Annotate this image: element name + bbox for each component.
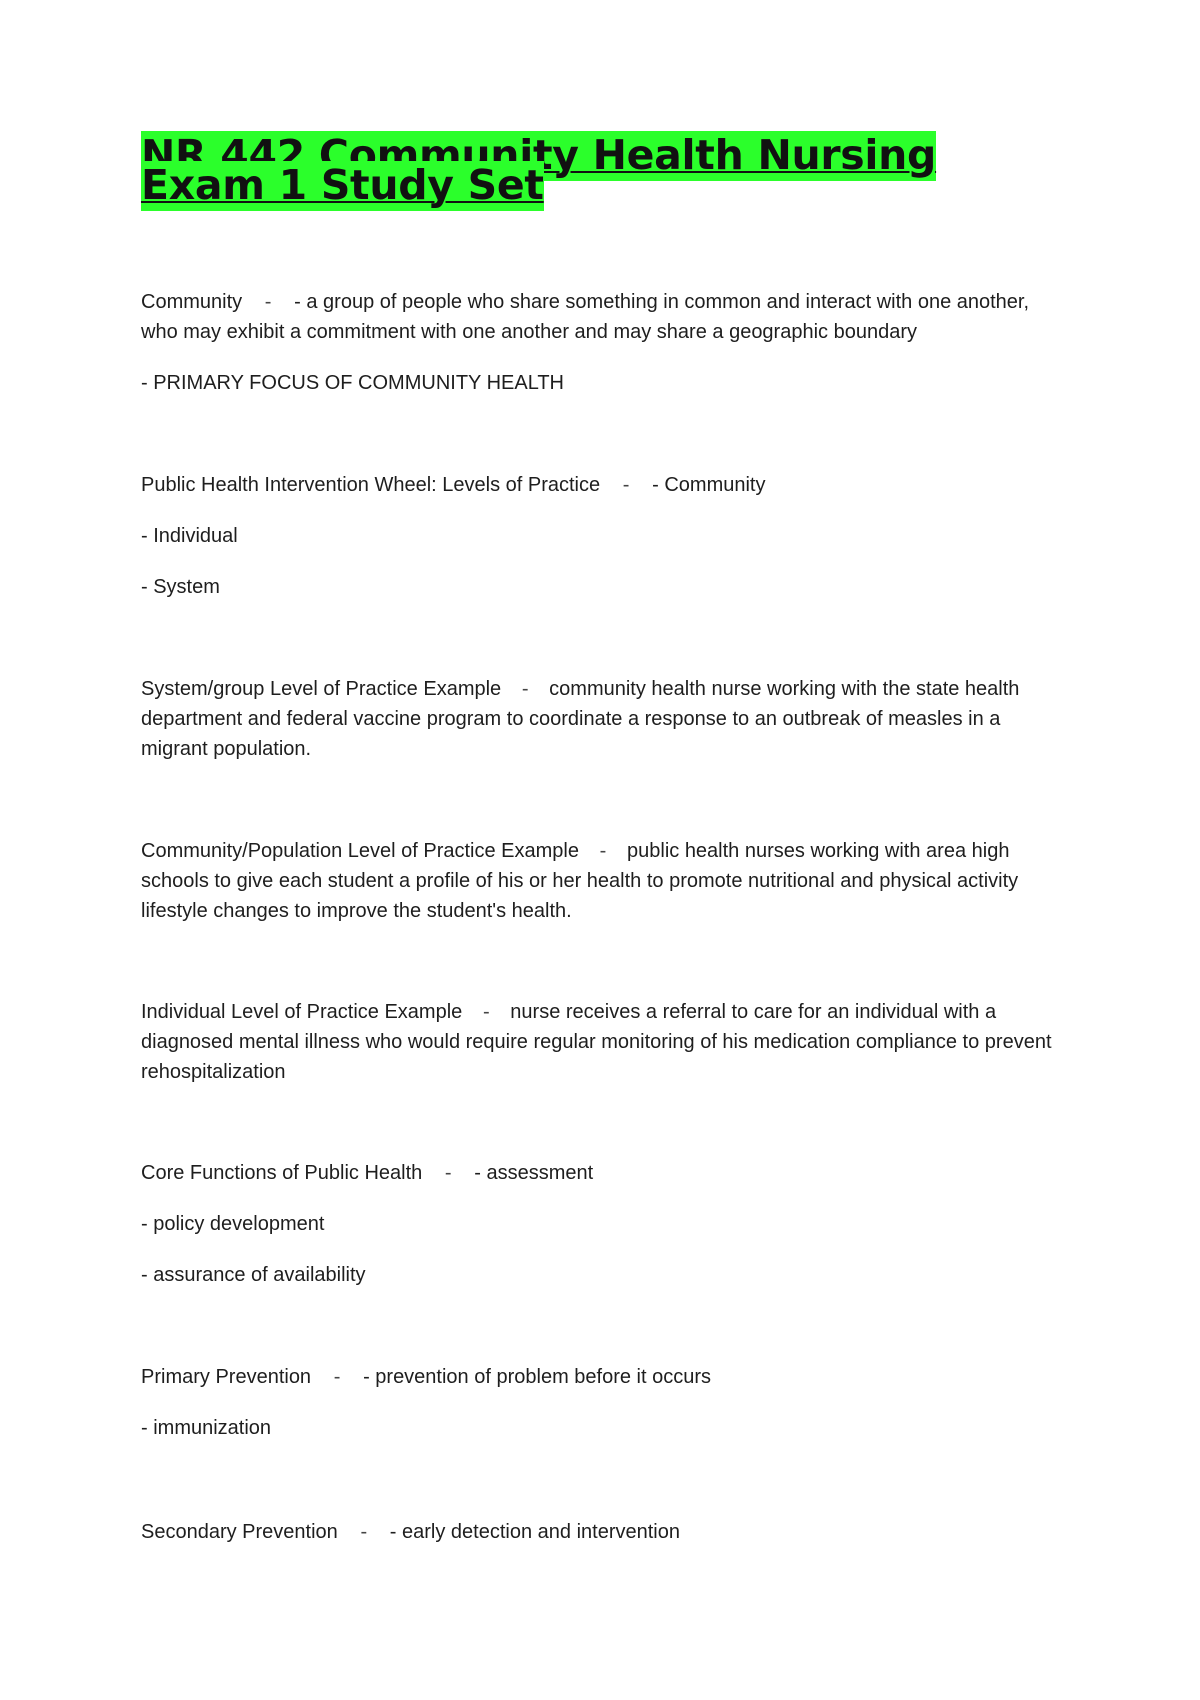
entry-term: Public Health Intervention Wheel: Levels of Practice	[141, 474, 601, 496]
entry-term: Core Functions of Public Health	[141, 1162, 423, 1184]
entry-subitem: - assurance of availability	[141, 1264, 366, 1286]
entry-subitem: - immunization	[141, 1417, 272, 1439]
title-highlight: NR 442 Community Health Nursing Exam 1 Study Set	[141, 131, 937, 209]
entry-separator: -	[264, 291, 272, 313]
entry-subitem: - PRIMARY FOCUS OF COMMUNITY HEALTH	[141, 372, 564, 394]
entry-subitem: - policy development	[141, 1213, 325, 1235]
entry-term: System/group Level of Practice Example	[141, 678, 502, 700]
flashcard-entry-system-level	[141, 674, 1061, 764]
entry-separator: -	[360, 1521, 368, 1543]
entry-line	[141, 470, 1061, 500]
entry-definition: - assessment	[474, 1162, 594, 1184]
entry-definition: community health nurse working with the state health department and federal vaccine program to coordinate a response to an outbreak of measles in a migrant population.	[141, 678, 1020, 760]
flashcard-entry-community	[141, 287, 1061, 398]
entry-subitem: - System	[141, 576, 220, 598]
entry-line	[141, 287, 1061, 347]
entry-definition: - a group of people who share something in common and interact with one another, who may exhibit a commitment with one another and may share a geographic boundary	[141, 291, 1030, 343]
entry-term: Community/Population Level of Practice Example	[141, 840, 579, 862]
entry-separator: -	[444, 1162, 452, 1184]
entry-separator: -	[482, 1001, 490, 1023]
entry-definition: - prevention of problem before it occurs	[363, 1366, 712, 1388]
entry-definition: - Community	[652, 474, 766, 496]
flashcard-entry-secondary-prevention	[141, 1517, 1061, 1547]
entry-line	[141, 1362, 1061, 1392]
entry-term: Community	[141, 291, 243, 313]
entry-definition: - early detection and intervention	[389, 1521, 680, 1543]
entry-subitem: - Individual	[141, 525, 238, 547]
flashcard-entry-primary-prevention	[141, 1362, 1061, 1443]
entry-term: Primary Prevention	[141, 1366, 312, 1388]
flashcard-entry-individual-level	[141, 997, 1061, 1087]
entry-definition: public health nurses working with area high schools to give each student a profile of his or her health to promote nutritional and physical activity lifestyle changes to improve the student's health.	[141, 840, 1019, 922]
entry-term: Individual Level of Practice Example	[141, 1001, 463, 1023]
document-title	[141, 131, 1071, 209]
entry-separator: -	[599, 840, 607, 862]
flashcard-entry-core-functions	[141, 1158, 1061, 1290]
entry-line	[141, 674, 1061, 764]
entry-line	[141, 1158, 1061, 1188]
entry-line	[141, 1517, 1061, 1547]
entry-term: Secondary Prevention	[141, 1521, 338, 1543]
entry-definition: nurse receives a referral to care for an individual with a diagnosed mental illness who would require regular monitoring of his medication compliance to prevent rehospitalization	[141, 1001, 1052, 1083]
flashcard-entry-population-level	[141, 836, 1061, 926]
entry-separator: -	[521, 678, 529, 700]
entry-line	[141, 836, 1061, 926]
entry-separator: -	[622, 474, 630, 496]
entry-separator: -	[333, 1366, 341, 1388]
entry-line	[141, 997, 1061, 1087]
flashcard-entry-intervention-wheel	[141, 470, 1061, 602]
